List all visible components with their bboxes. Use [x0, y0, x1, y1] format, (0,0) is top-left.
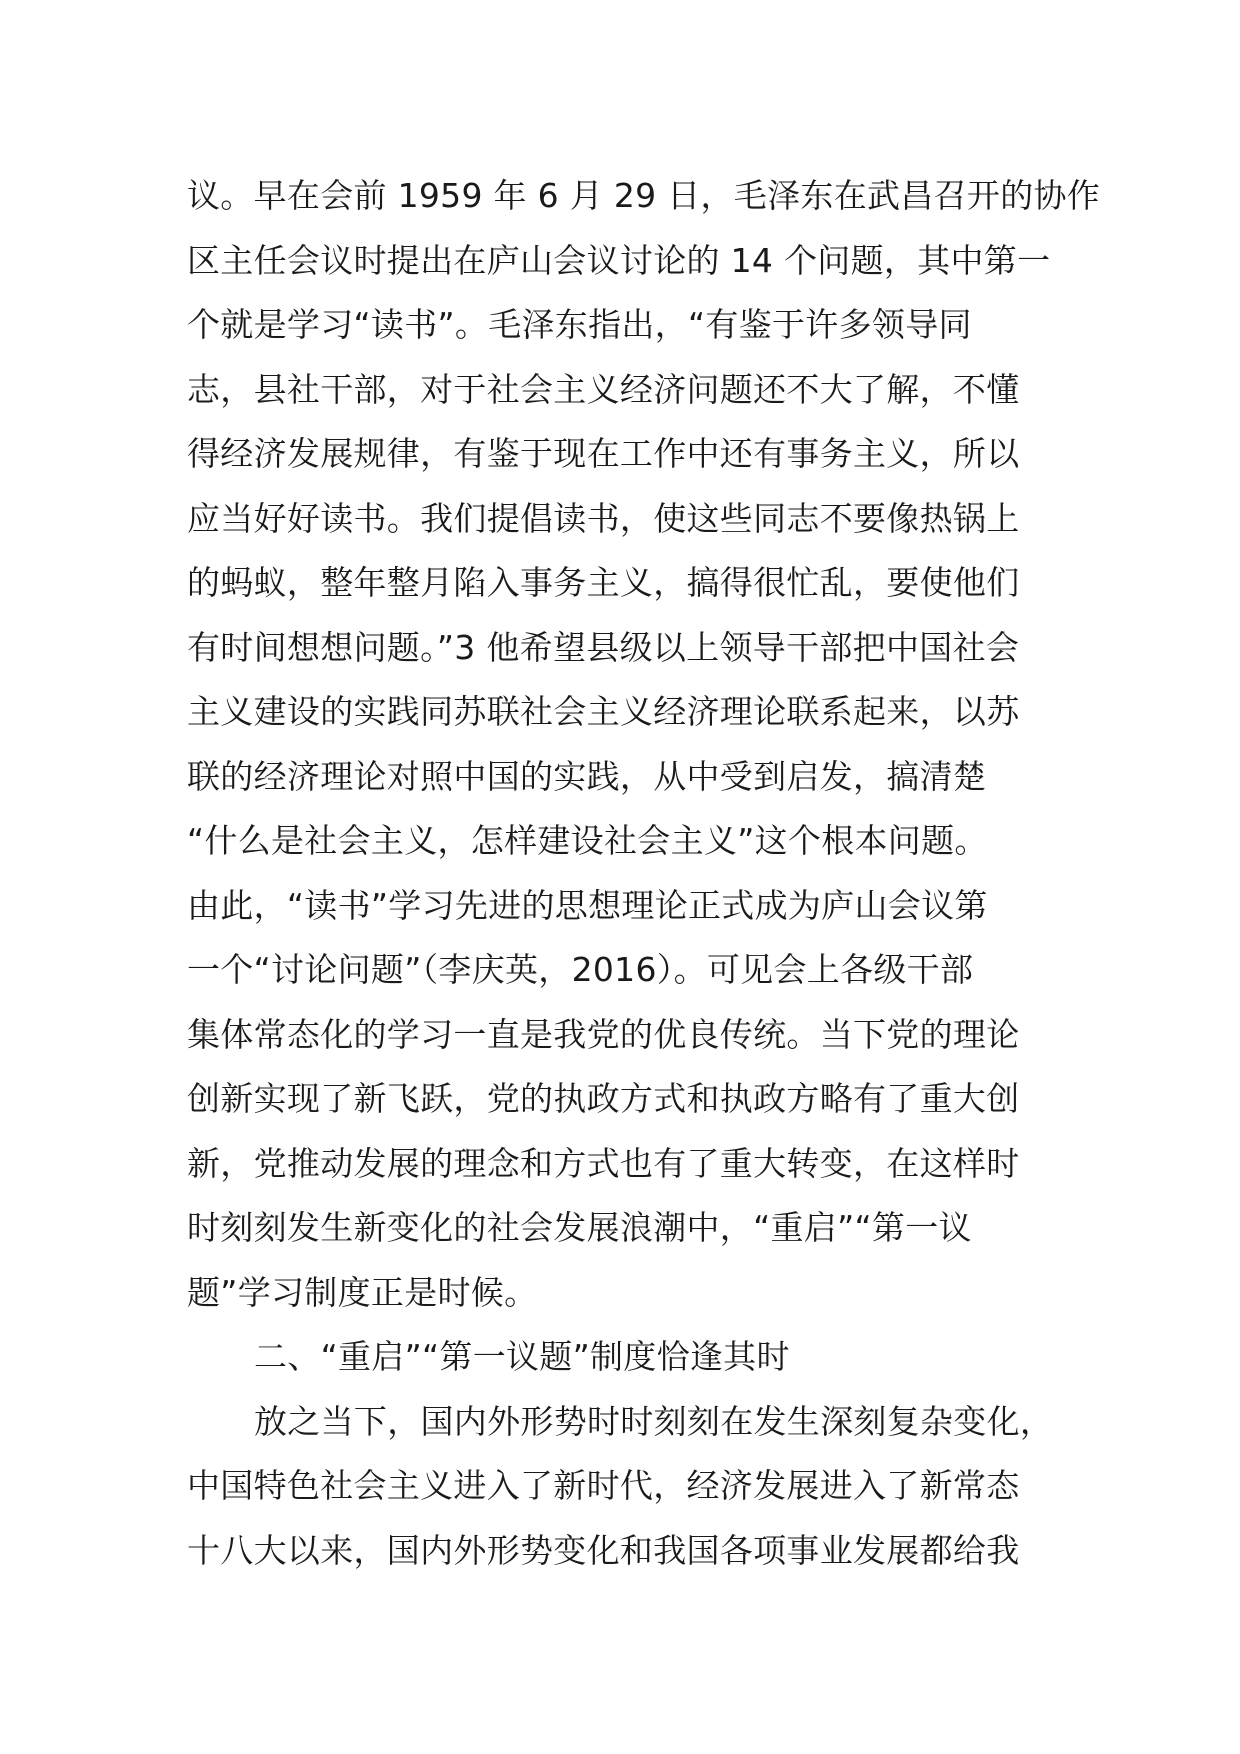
text-line: 时刻刻发生新变化的社会发展浪潮中，“重启”“第一议	[187, 1208, 972, 1247]
text-line: 创新实现了新飞跃，党的执政方式和执政方略有了重大创	[187, 1079, 1020, 1118]
text-line: 集体常态化的学习一直是我党的优良传统。当下党的理论	[187, 1014, 1020, 1054]
section-heading: 二、“重启”“第一议题”制度恰逢其时	[254, 1337, 790, 1376]
text-line: 中国特色社会主义进入了新时代，经济发展进入了新常态	[187, 1466, 1020, 1505]
text-line: 志，县社干部，对于社会主义经济问题还不大了解，不懂	[187, 369, 1020, 409]
text-line: 联的经济理论对照中国的实践，从中受到启发，搞清楚	[187, 756, 987, 796]
text-line: 区主任会议时提出在庐山会议讨论的 14 个问题，其中第一	[187, 240, 1051, 280]
text-line: 主义建设的实践同苏联社会主义经济理论联系起来，以苏	[187, 692, 1020, 731]
text-line: 十八大以来，国内外形势变化和我国各项事业发展都给我	[187, 1530, 1020, 1570]
text-line: 应当好好读书。我们提倡读书，使这些同志不要像热锅上	[187, 498, 1020, 538]
text-line: 议。早在会前 1959 年 6 月 29 日，毛泽东在武昌召开的协作	[187, 176, 1101, 215]
text-line: 一个“讨论问题”（李庆英，2016）。可见会上各级干部	[187, 950, 974, 989]
text-line: 得经济发展规律，有鉴于现在工作中还有事务主义，所以	[187, 434, 1020, 473]
text-line: 由此，“读书”学习先进的思想理论正式成为庐山会议第	[187, 885, 988, 925]
text-line: 题”学习制度正是时候。	[187, 1272, 538, 1312]
text-line: “什么是社会主义，怎样建设社会主义”这个根本问题。	[187, 821, 988, 860]
text-line: 新，党推动发展的理念和方式也有了重大转变，在这样时	[187, 1143, 1020, 1183]
text-line: 个就是学习“读书”。毛泽东指出，“有鉴于许多领导同	[187, 305, 972, 344]
text-line: 的蚂蚁，整年整月陷入事务主义，搞得很忙乱，要使他们	[187, 563, 1020, 602]
text-line: 有时间想想问题。”3 他希望县级以上领导干部把中国社会	[187, 627, 1020, 667]
text-line: 放之当下，国内外形势时时刻刻在发生深刻复杂变化，	[254, 1401, 1054, 1441]
body-text	[187, 164, 1101, 1583]
